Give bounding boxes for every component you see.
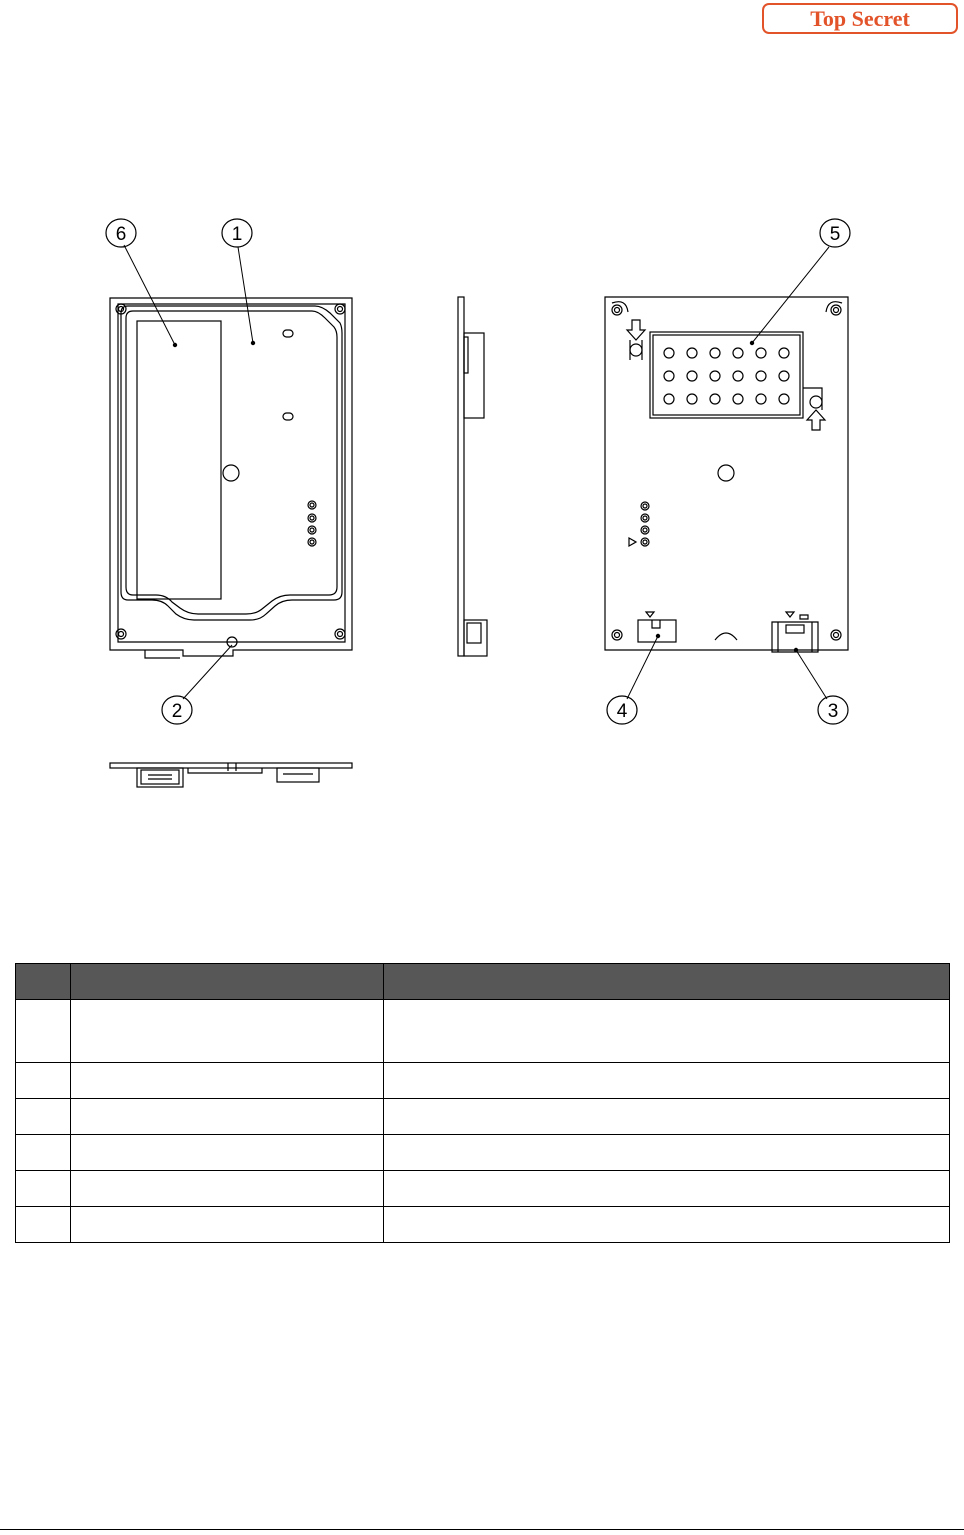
header-no [16,964,71,1000]
svg-text:5: 5 [829,224,841,245]
table-header-row [16,964,950,1000]
callout-4 [607,696,637,724]
cell-part [70,1099,383,1135]
footer-rule [0,1529,964,1530]
svg-text:2: 2 [171,701,183,722]
cell-part [70,1000,383,1063]
callout-3 [818,696,848,724]
side-view [458,297,487,656]
cell-part [70,1207,383,1243]
cell-no [16,1171,71,1207]
leader-lines [124,245,829,699]
table-row [16,1099,950,1135]
cell-description [383,1135,949,1171]
cell-part [70,1135,383,1171]
table-row [16,1063,950,1099]
arrow-down-icon [627,320,645,340]
svg-text:3: 3 [827,701,839,722]
cell-no [16,1099,71,1135]
cell-description [383,1207,949,1243]
callout-5 [820,219,850,247]
cell-no [16,1000,71,1063]
cell-no [16,1207,71,1243]
bottom-view [110,763,352,787]
cell-part [70,1171,383,1207]
cell-description [383,1099,949,1135]
table-row [16,1171,950,1207]
cell-no [16,1135,71,1171]
table-row [16,1000,950,1063]
callout-6 [106,219,136,247]
svg-text:6: 6 [115,224,127,245]
parts-table [15,963,950,1243]
svg-text:1: 1 [231,224,243,245]
back-view [605,297,848,652]
table-row [16,1135,950,1171]
cell-description [383,1000,949,1063]
cell-part [70,1063,383,1099]
contact-grid [664,348,789,404]
header-part [70,964,383,1000]
header-description [383,964,949,1000]
cell-no [16,1063,71,1099]
front-view [110,298,352,658]
arrow-up-icon [807,410,825,430]
svg-text:4: 4 [616,701,628,722]
callout-2 [162,696,192,724]
top-secret-stamp: Top Secret [762,3,958,34]
cell-description [383,1171,949,1207]
cell-description [383,1063,949,1099]
callout-1 [222,219,252,247]
table-row [16,1207,950,1243]
